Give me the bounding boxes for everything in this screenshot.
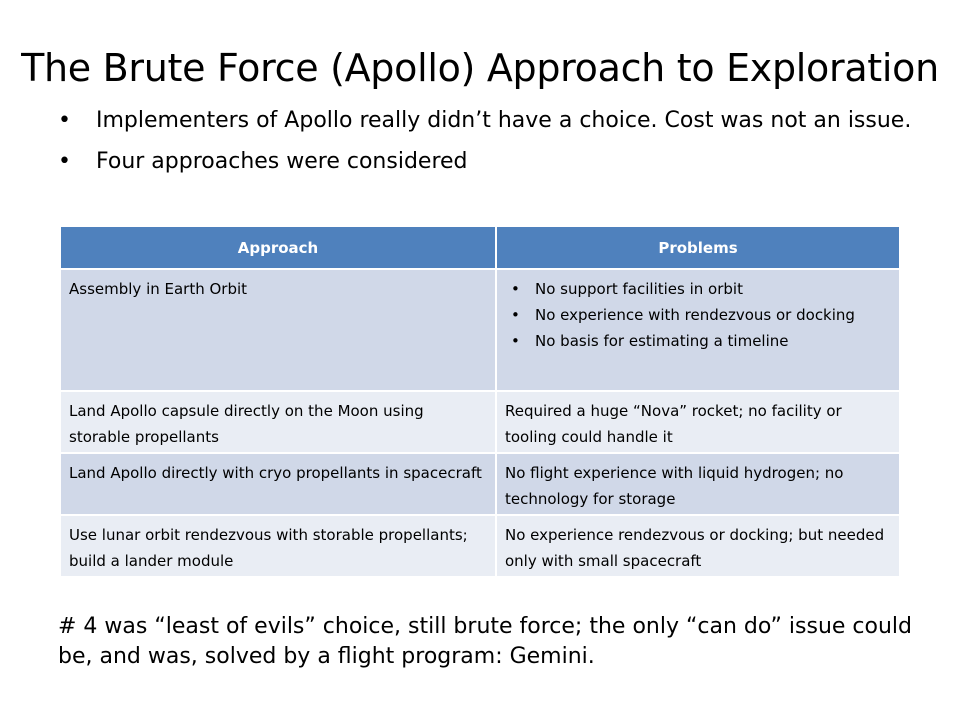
problem-cell: No flight experience with liquid hydrogen; no technology for storage — [496, 453, 899, 515]
bullet-item — [58, 145, 918, 178]
approach-cell: Use lunar orbit rendezvous with storable propellants; build a lander module — [61, 515, 496, 576]
table-header-row — [61, 227, 899, 269]
footer-note: # 4 was “least of evils” choice, still brute force; the only “can do” issue could be, and was, solved by a flight program: Gemini. — [58, 614, 912, 669]
problem-cell: Required a huge “Nova” rocket; no facility or tooling could handle it — [496, 391, 899, 453]
problem-item — [505, 302, 891, 328]
problems-cell — [496, 269, 899, 391]
bullet-glyph: • — [511, 332, 520, 350]
table-row — [61, 515, 899, 576]
table-row — [61, 269, 899, 391]
bullet-list — [58, 104, 918, 186]
problem-cell: No experience rendezvous or docking; but needed only with small spacecraft — [496, 515, 899, 576]
problem-text: No support facilities in orbit — [535, 280, 743, 298]
problems-list — [505, 276, 891, 354]
table-row — [61, 391, 899, 453]
bullet-text: Four approaches were considered — [96, 149, 468, 174]
approach-cell: Land Apollo capsule directly on the Moon using storable propellants — [61, 391, 496, 453]
header-problems: Problems — [496, 227, 899, 269]
bullet-glyph: • — [511, 280, 520, 298]
problem-text: No experience with rendezvous or docking — [535, 306, 855, 324]
approaches-table — [61, 227, 899, 576]
slide-title: The Brute Force (Apollo) Approach to Exploration — [21, 46, 939, 90]
approach-cell: Land Apollo directly with cryo propellants in spacecraft — [61, 453, 496, 515]
bullet-text: Implementers of Apollo really didn’t have a choice. Cost was not an issue. — [96, 108, 912, 133]
bullet-item — [58, 104, 918, 137]
problem-item — [505, 276, 891, 302]
problem-text: No basis for estimating a timeline — [535, 332, 789, 350]
bullet-glyph: • — [511, 306, 520, 324]
approach-cell: Assembly in Earth Orbit — [61, 269, 496, 391]
header-approach: Approach — [61, 227, 496, 269]
table-row — [61, 453, 899, 515]
bullet-glyph: • — [58, 108, 71, 133]
problem-item — [505, 328, 891, 354]
bullet-glyph: • — [58, 149, 71, 174]
